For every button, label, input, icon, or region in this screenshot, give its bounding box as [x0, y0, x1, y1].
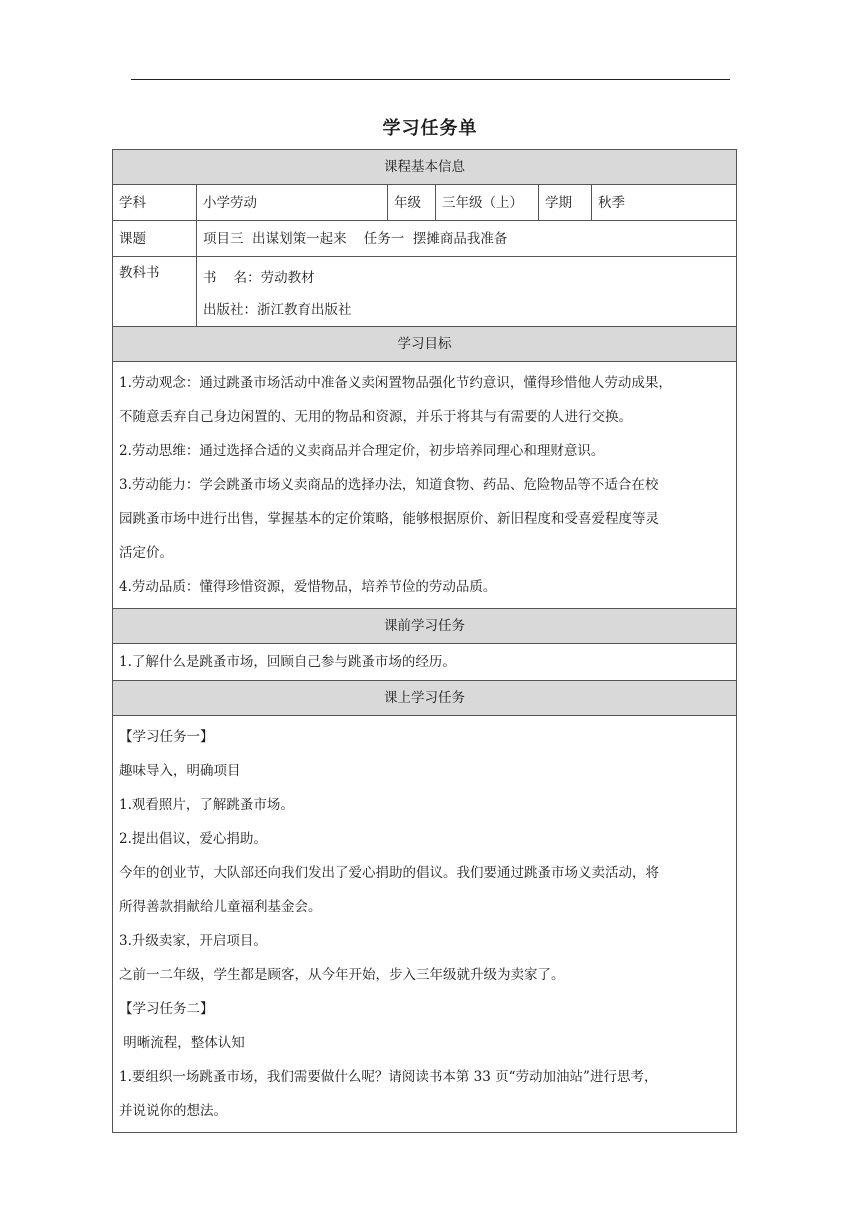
section-header-basic-info: 课程基本信息	[113, 150, 737, 185]
textbook-label: 教科书	[113, 257, 197, 327]
topic-row	[113, 221, 737, 257]
term-value: 秋季	[592, 185, 737, 221]
pre-class-row	[113, 644, 737, 681]
in-class-line: 并说说你的想法。	[119, 1103, 227, 1119]
in-class-line: 3.升级卖家，开启项目。	[119, 933, 267, 949]
section-header-row	[113, 327, 737, 362]
textbook-publisher: 出版社：浙江教育出版社	[203, 302, 352, 318]
textbook-row	[113, 257, 737, 327]
in-class-line: 【学习任务一】	[119, 729, 214, 745]
subject-label: 学科	[113, 185, 197, 221]
subject-row	[113, 185, 737, 221]
in-class-line: 趣味导入，明确项目	[119, 763, 241, 779]
pre-class-line: 1.了解什么是跳蚤市场，回顾自己参与跳蚤市场的经历。	[119, 654, 456, 670]
objectives-content	[113, 362, 737, 609]
objective-line: 4.劳动品质：懂得珍惜资源，爱惜物品，培养节俭的劳动品质。	[119, 579, 497, 595]
task-sheet-table	[112, 149, 737, 1133]
objective-line: 不随意丢弃自己身边闲置的、无用的物品和资源，并乐于将其与有需要的人进行交换。	[119, 409, 632, 425]
in-class-line: 今年的创业节，大队部还向我们发出了爱心捐助的倡议。我们要通过跳蚤市场义卖活动，将	[119, 865, 659, 881]
subject-value: 小学劳动	[197, 185, 388, 221]
section-header-row	[113, 150, 737, 185]
in-class-content	[113, 716, 737, 1133]
objective-line: 2.劳动思维：通过选择合适的义卖商品并合理定价，初步培养同理心和理财意识。	[119, 443, 605, 459]
objective-line: 活定价。	[119, 545, 173, 561]
section-header-pre-class: 课前学习任务	[113, 609, 737, 644]
pre-class-content	[113, 644, 737, 681]
textbook-name: 书 名：劳动教材	[203, 270, 315, 286]
in-class-line: 明晰流程，整体认知	[119, 1035, 245, 1051]
in-class-line: 1.要组织一场跳蚤市场，我们需要做什么呢？请阅读书本第 33 页“劳动加油站”进行思考，	[119, 1069, 658, 1085]
grade-value: 三年级（上）	[436, 185, 539, 221]
objective-line: 园跳蚤市场中进行出售，掌握基本的定价策略，能够根据原价、新旧程度和受喜爱程度等灵	[119, 511, 659, 527]
term-label: 学期	[539, 185, 592, 221]
in-class-line: 所得善款捐献给儿童福利基金会。	[119, 899, 322, 915]
section-header-in-class: 课上学习任务	[113, 681, 737, 716]
in-class-line: 【学习任务二】	[119, 1001, 214, 1017]
topic-label: 课题	[113, 221, 197, 257]
topic-value-text: 项目三 出谋划策一起来 任务一 摆摊商品我准备	[203, 230, 508, 247]
topic-value	[197, 221, 737, 257]
objectives-row	[113, 362, 737, 609]
document-title: 学习任务单	[382, 118, 478, 139]
in-class-line: 之前一二年级，学生都是顾客，从今年开始，步入三年级就升级为卖家了。	[119, 967, 565, 983]
header-rule	[131, 79, 730, 80]
section-header-objectives: 学习目标	[113, 327, 737, 362]
textbook-value	[197, 257, 737, 327]
in-class-line: 1.观看照片，了解跳蚤市场。	[119, 797, 294, 813]
section-header-row	[113, 681, 737, 716]
objective-line: 3.劳动能力：学会跳蚤市场义卖商品的选择办法，知道食物、药品、危险物品等不适合在校	[119, 477, 659, 493]
objective-line: 1.劳动观念：通过跳蚤市场活动中准备义卖闲置物品强化节约意识，懂得珍惜他人劳动成果，	[119, 375, 672, 391]
in-class-row	[113, 716, 737, 1133]
in-class-line: 2.提出倡议，爱心捐助。	[119, 831, 267, 847]
section-header-row	[113, 609, 737, 644]
grade-label: 年级	[388, 185, 436, 221]
